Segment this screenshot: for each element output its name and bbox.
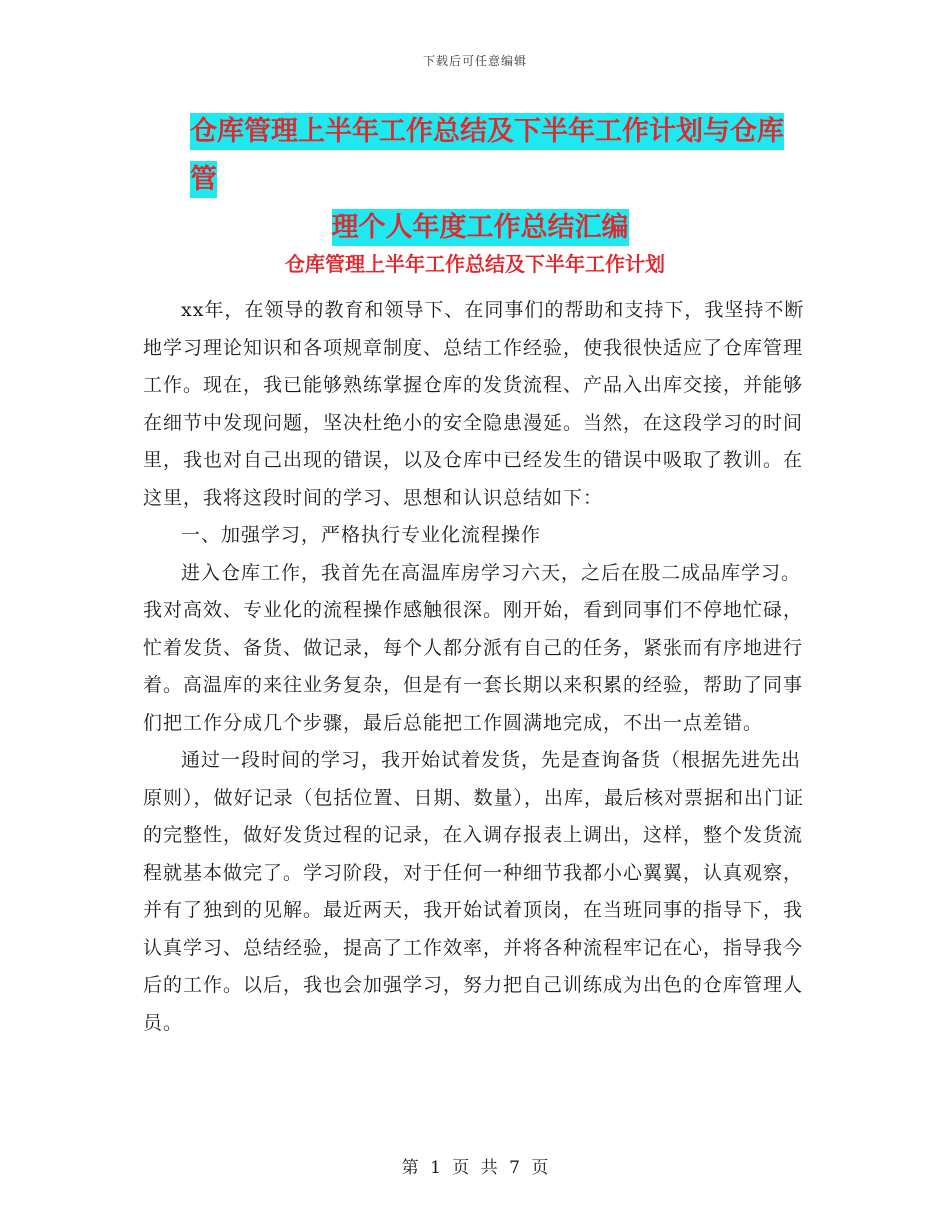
document-body [143,292,809,1042]
paragraph-shipping: 通过一段时间的学习，我开始试着发货，先是查询备货（根据先进先出原则），做好记录（包括位置、日期、数量），出库，最后核对票据和出门证的完整性，做好发货过程的记录，在入调存报表上调出，这样，整个发货流程就基本做完了。学习阶段，对于任何一种细节我都小心翼翼，认真观察，并有了独到的见解。最近两天，我开始试着顶岗，在当班同事的指导下，我认真学习、总结经验，提高了工作效率，并将各种流程牢记在心，指导我今后的工作。以后，我也会加强学习，努力把自己训练成为出色的仓库管理人员。 [143,749,805,1034]
section-title: 仓库管理上半年工作总结及下半年工作计划 [285,252,665,276]
section-heading-1: 一、加强学习，严格执行专业化流程操作 [181,524,542,546]
page-footer: 第 1 页 共 7 页 [401,1158,549,1178]
title-line-2-wrap [190,204,810,252]
document-title [190,108,810,252]
header-note: 下载后可任意编辑 [422,54,527,68]
paragraph-training: 进入仓库工作，我首先在高温库房学习六天，之后在股二成品库学习。我对高效、专业化的流程操作感触很深。刚开始，看到同事们不停地忙碌，忙着发货、备货、做记录，每个人都分派有自己的任务，紧张而有序地进行着。高温库的来往业务复杂，但是有一套长期以来积累的经验，帮助了同事们把工作分成几个步骤，最后总能把工作圆满地完成，不出一点差错。 [143,561,804,734]
title-line-2: 理个人年度工作总结汇编 [332,209,629,246]
title-line-1: 仓库管理上半年工作总结及下半年工作计划与仓库管 [190,113,784,198]
paragraph-intro: xx年，在领导的教育和领导下、在同事们的帮助和支持下，我坚持不断地学习理论知识和各项规章制度、总结工作经验，使我很快适应了仓库管理工作。现在，我已能够熟练掌握仓库的发货流程、产品入出库交接，并能够在细节中发现问题，坚决杜绝小的安全隐患漫延。当然，在这段学习的时间里，我也对自己出现的错误，以及仓库中已经发生的错误中吸取了教训。在这里，我将这段时间的学习、思想和认识总结如下： [143,299,805,509]
